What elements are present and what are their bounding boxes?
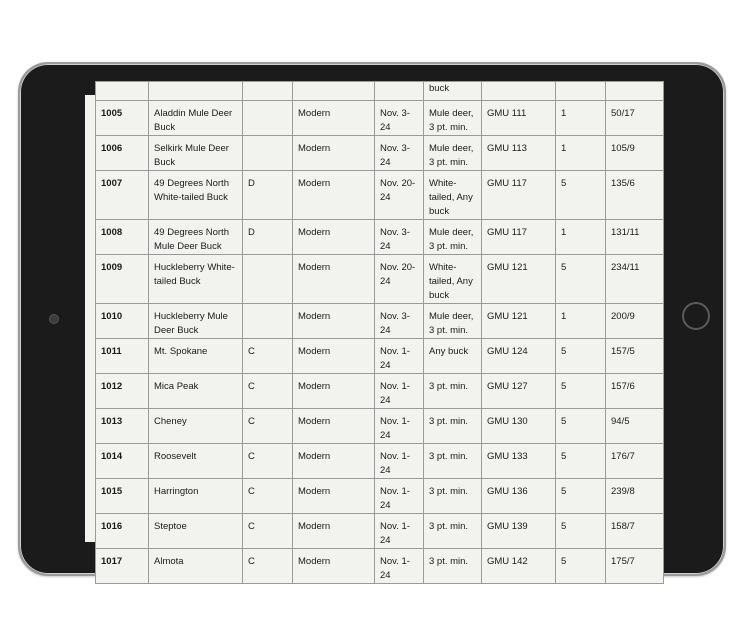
cell-weapon: Modern <box>293 136 375 171</box>
cell-season-dates: Nov. 1-24 <box>375 409 424 444</box>
cell-hunt-name: Roosevelt <box>149 444 243 479</box>
table-row <box>96 339 664 374</box>
cell-hunt-name: 49 Degrees North White-tailed Buck <box>149 171 243 220</box>
cell-hunt-name: Aladdin Mule Deer Buck <box>149 101 243 136</box>
cell-legal-animal: 3 pt. min. <box>424 549 482 584</box>
cell-season-dates: Nov. 1-24 <box>375 514 424 549</box>
cell-permits-code: 5 <box>556 171 606 220</box>
cell-permits-code: 5 <box>556 479 606 514</box>
cell-unit: GMU 121 <box>482 255 556 304</box>
cell-restriction <box>243 304 293 339</box>
cell-season-dates: Nov. 1-24 <box>375 444 424 479</box>
cell-unit: GMU 142 <box>482 549 556 584</box>
cell-restriction: C <box>243 409 293 444</box>
cell-restriction: C <box>243 444 293 479</box>
cell-restriction: D <box>243 220 293 255</box>
cell-hunt-number: 1009 <box>96 255 149 304</box>
cell-season-dates <box>375 82 424 101</box>
cell-restriction <box>243 255 293 304</box>
cell-weapon: Modern <box>293 444 375 479</box>
cell-hunt-name: Huckleberry Mule Deer Buck <box>149 304 243 339</box>
cell-season-dates: Nov. 1-24 <box>375 479 424 514</box>
cell-restriction: C <box>243 479 293 514</box>
cell-hunt-number: 1006 <box>96 136 149 171</box>
cell-hunt-number: 1005 <box>96 101 149 136</box>
cell-legal-animal: Mule deer, 3 pt. min. <box>424 101 482 136</box>
cell-applicants: 105/9 <box>606 136 664 171</box>
table-row <box>96 101 664 136</box>
cell-permits-code: 1 <box>556 101 606 136</box>
cell-hunt-number: 1014 <box>96 444 149 479</box>
cell-season-dates: Nov. 3-24 <box>375 136 424 171</box>
cell-permits-code: 5 <box>556 514 606 549</box>
cell-restriction: C <box>243 514 293 549</box>
cell-permits-code: 1 <box>556 304 606 339</box>
cell-weapon: Modern <box>293 171 375 220</box>
cell-weapon: Modern <box>293 101 375 136</box>
cell-restriction <box>243 136 293 171</box>
cell-legal-animal: 3 pt. min. <box>424 374 482 409</box>
cell-hunt-name: Selkirk Mule Deer Buck <box>149 136 243 171</box>
cell-applicants: 200/9 <box>606 304 664 339</box>
cell-hunt-number <box>96 82 149 101</box>
cell-unit: GMU 127 <box>482 374 556 409</box>
cell-hunt-name: Almota <box>149 549 243 584</box>
cell-restriction: C <box>243 549 293 584</box>
cell-hunt-name: Steptoe <box>149 514 243 549</box>
table-row <box>96 82 664 101</box>
cell-hunt-number: 1008 <box>96 220 149 255</box>
cell-weapon <box>293 82 375 101</box>
table-row <box>96 374 664 409</box>
cell-legal-animal: White-tailed, Any buck <box>424 171 482 220</box>
cell-hunt-name <box>149 82 243 101</box>
cell-legal-animal: 3 pt. min. <box>424 514 482 549</box>
table-row <box>96 171 664 220</box>
cell-permits-code: 1 <box>556 220 606 255</box>
cell-restriction: C <box>243 339 293 374</box>
cell-restriction <box>243 82 293 101</box>
cell-permits-code: 5 <box>556 409 606 444</box>
cell-hunt-number: 1013 <box>96 409 149 444</box>
table-row <box>96 136 664 171</box>
table-row <box>96 255 664 304</box>
cell-permits-code: 5 <box>556 339 606 374</box>
cell-permits-code <box>556 82 606 101</box>
cell-permits-code: 5 <box>556 549 606 584</box>
cell-legal-animal: 3 pt. min. <box>424 479 482 514</box>
cell-applicants: 94/5 <box>606 409 664 444</box>
cell-hunt-name: Mica Peak <box>149 374 243 409</box>
cell-legal-animal: Mule deer, 3 pt. min. <box>424 304 482 339</box>
cell-hunt-number: 1012 <box>96 374 149 409</box>
cell-legal-animal: buck <box>424 82 482 101</box>
cell-applicants: 50/17 <box>606 101 664 136</box>
cell-hunt-number: 1017 <box>96 549 149 584</box>
cell-restriction: D <box>243 171 293 220</box>
table-row <box>96 549 664 584</box>
cell-season-dates: Nov. 20-24 <box>375 255 424 304</box>
cell-hunt-name: Mt. Spokane <box>149 339 243 374</box>
table-row <box>96 514 664 549</box>
cell-weapon: Modern <box>293 479 375 514</box>
cell-unit: GMU 139 <box>482 514 556 549</box>
cell-permits-code: 5 <box>556 374 606 409</box>
cell-season-dates: Nov. 3-24 <box>375 101 424 136</box>
cell-legal-animal: 3 pt. min. <box>424 444 482 479</box>
cell-applicants: 176/7 <box>606 444 664 479</box>
cell-weapon: Modern <box>293 220 375 255</box>
cell-legal-animal: Any buck <box>424 339 482 374</box>
cell-permits-code: 1 <box>556 136 606 171</box>
cell-unit: GMU 130 <box>482 409 556 444</box>
cell-hunt-number: 1007 <box>96 171 149 220</box>
cell-hunt-name: 49 Degrees North Mule Deer Buck <box>149 220 243 255</box>
tablet-screen[interactable] <box>85 83 663 581</box>
table-row <box>96 304 664 339</box>
cell-weapon: Modern <box>293 374 375 409</box>
cell-restriction <box>243 101 293 136</box>
cell-unit: GMU 136 <box>482 479 556 514</box>
cell-season-dates: Nov. 1-24 <box>375 339 424 374</box>
cell-applicants <box>606 82 664 101</box>
cell-unit: GMU 113 <box>482 136 556 171</box>
cell-unit: GMU 121 <box>482 304 556 339</box>
cell-hunt-number: 1015 <box>96 479 149 514</box>
cell-hunt-name: Harrington <box>149 479 243 514</box>
table-row <box>96 409 664 444</box>
hunt-table <box>95 81 664 584</box>
cell-permits-code: 5 <box>556 255 606 304</box>
cell-season-dates: Nov. 20-24 <box>375 171 424 220</box>
hunt-table-body <box>96 82 664 584</box>
cell-legal-animal: Mule deer, 3 pt. min. <box>424 136 482 171</box>
cell-weapon: Modern <box>293 304 375 339</box>
cell-weapon: Modern <box>293 339 375 374</box>
cell-legal-animal: Mule deer, 3 pt. min. <box>424 220 482 255</box>
cell-applicants: 239/8 <box>606 479 664 514</box>
cell-season-dates: Nov. 3-24 <box>375 304 424 339</box>
cell-applicants: 131/11 <box>606 220 664 255</box>
cell-unit: GMU 133 <box>482 444 556 479</box>
cell-applicants: 135/6 <box>606 171 664 220</box>
cell-legal-animal: 3 pt. min. <box>424 409 482 444</box>
cell-season-dates: Nov. 1-24 <box>375 549 424 584</box>
cell-applicants: 157/6 <box>606 374 664 409</box>
cell-applicants: 158/7 <box>606 514 664 549</box>
cell-hunt-name: Cheney <box>149 409 243 444</box>
table-row <box>96 444 664 479</box>
cell-hunt-number: 1011 <box>96 339 149 374</box>
cell-season-dates: Nov. 3-24 <box>375 220 424 255</box>
table-row <box>96 479 664 514</box>
cell-permits-code: 5 <box>556 444 606 479</box>
cell-unit <box>482 82 556 101</box>
cell-unit: GMU 111 <box>482 101 556 136</box>
cell-hunt-number: 1016 <box>96 514 149 549</box>
table-row <box>96 220 664 255</box>
cell-applicants: 175/7 <box>606 549 664 584</box>
cell-season-dates: Nov. 1-24 <box>375 374 424 409</box>
home-button[interactable] <box>682 302 710 330</box>
cell-hunt-name: Huckleberry White-tailed Buck <box>149 255 243 304</box>
cell-unit: GMU 117 <box>482 220 556 255</box>
cell-applicants: 157/5 <box>606 339 664 374</box>
cell-weapon: Modern <box>293 255 375 304</box>
cell-applicants: 234/11 <box>606 255 664 304</box>
cell-weapon: Modern <box>293 549 375 584</box>
cell-unit: GMU 124 <box>482 339 556 374</box>
camera-icon <box>49 314 59 324</box>
cell-hunt-number: 1010 <box>96 304 149 339</box>
cell-unit: GMU 117 <box>482 171 556 220</box>
cell-weapon: Modern <box>293 514 375 549</box>
cell-legal-animal: White-tailed, Any buck <box>424 255 482 304</box>
cell-restriction: C <box>243 374 293 409</box>
cell-weapon: Modern <box>293 409 375 444</box>
